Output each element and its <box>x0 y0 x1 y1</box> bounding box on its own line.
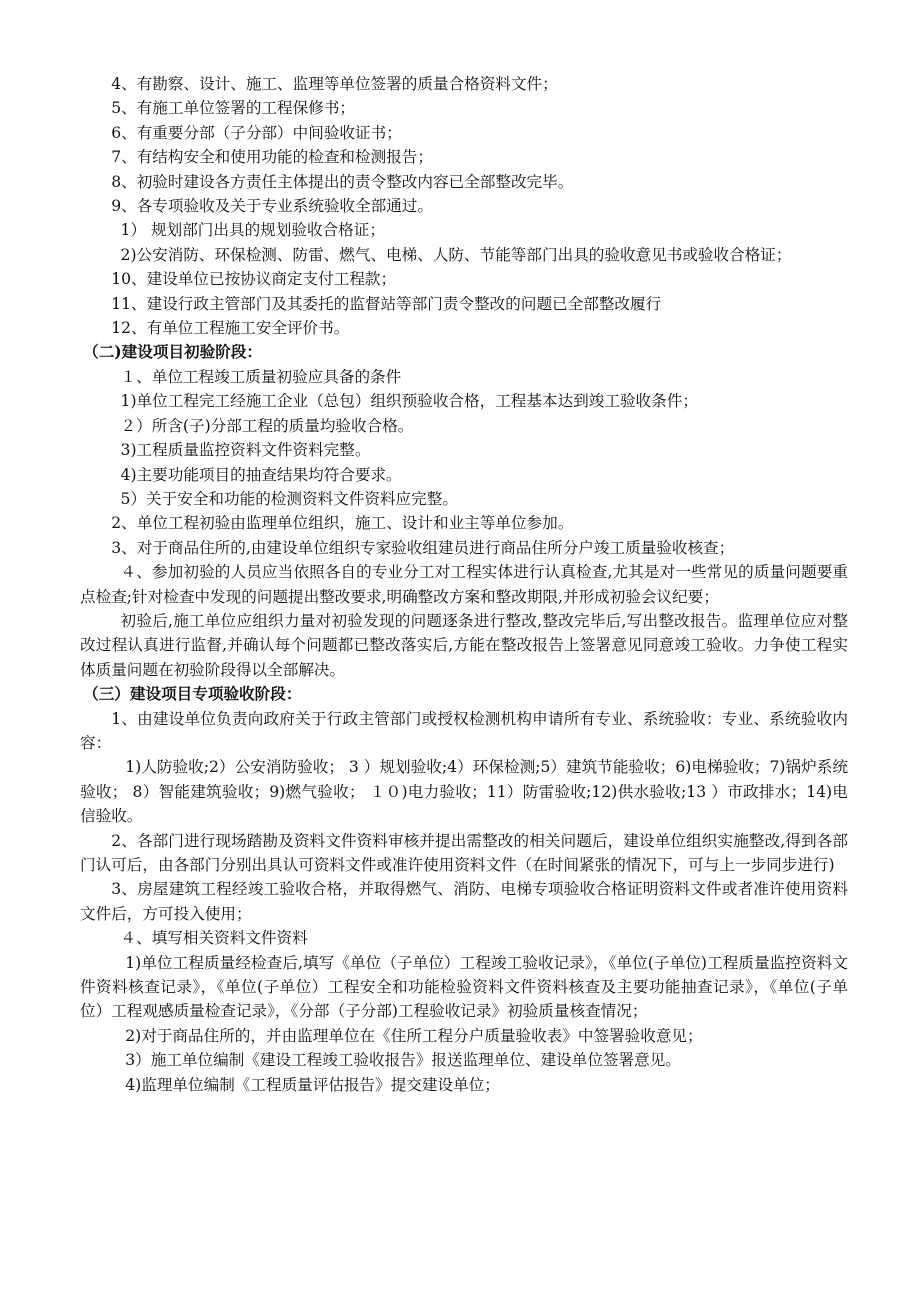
paragraph: 1、由建设单位负责向政府关于行政主管部门或授权检测机构申请所有专业、系统验收：专业、系统验收内容： <box>80 709 848 752</box>
paragraph: 8、初验时建设各方责任主体提出的责令整改内容已全部整改完毕。 <box>111 172 574 191</box>
paragraph: ２）所含(子)分部工程的质量均验收合格。 <box>120 416 414 435</box>
paragraph: ４、参加初验的人员应当依照各自的专业分工对工程实体进行认真检查,尤其是对一些常见的质量问题要重点检查;针对检查中发现的问题提出整改要求,明确整改方案和整改期限,并形成初验会议纪要； <box>80 563 848 606</box>
paragraph: 7、有结构安全和使用功能的检查和检测报告； <box>111 148 433 167</box>
paragraph: 5、有施工单位签署的工程保修书； <box>111 99 356 118</box>
paragraph: 4)监理单位编制《工程质量评估报告》提交建设单位； <box>125 1075 500 1094</box>
paragraph: 1)人防验收;2）公安消防验收； 3 ）规划验收;4）环保检测;5）建筑节能验收；6)电梯验收；7)锅炉系统验收； 8）智能建筑验收；9)燃气验收； １０)电力验收；11）防雷验收;12)供水验收;13 ）市政排水；14)电信验收。 <box>80 758 848 826</box>
paragraph: 11、建设行政主管部门及其委托的监督站等部门责令整改的问题已全部整改履行 <box>111 294 662 313</box>
paragraph: 2)对于商品住所的，并由监理单位在《住所工程分户质量验收表》中签署验收意见； <box>125 1026 703 1045</box>
paragraph: 2、单位工程初验由监理单位组织，施工、设计和业主等单位参加。 <box>111 514 574 533</box>
paragraph: 3、对于商品住所的,由建设单位组织专家验收组建员进行商品住所分户竣工质量验收核查； <box>111 538 735 557</box>
paragraph: 2)公安消防、环保检测、防雷、燃气、电梯、人防、节能等部门出具的验收意见书或验收合格证； <box>120 245 792 264</box>
paragraph: 9、各专项验收及关于专业系统验收全部通过。 <box>111 197 433 216</box>
paragraph: 4、有勘察、设计、施工、监理等单位签署的质量合格资料文件； <box>111 75 558 93</box>
section-heading: （二)建设项目初验阶段： <box>83 342 263 362</box>
paragraph: 5）关于安全和功能的检测资料文件资料应完整。 <box>120 489 458 508</box>
section-heading: （三）建设项目专项验收阶段： <box>83 684 302 704</box>
paragraph: 3)工程质量监控资料文件资料完整。 <box>120 441 371 460</box>
paragraph: ４、填写相关资料文件资料 <box>120 929 308 948</box>
paragraph: 6、有重要分部（子分部）中间验收证书； <box>111 123 402 142</box>
paragraph: 1)单位工程质量经检查后,填写《单位（子单位）工程竣工验收记录》，《单位(子单位)工程质量监控资料文件资料核查记录》，《单位(子单位）工程安全和功能检验资料文件资料核查及主要功能抽查记录》，《单位(子单位）工程观感质量检查记录》，《分部（子分部)工程验收记录》初验质量核查情况； <box>80 953 848 1021</box>
paragraph: 12、有单位工程施工安全评价书。 <box>111 319 350 338</box>
paragraph: 10、建设单位已按协议商定支付工程款； <box>111 270 397 289</box>
paragraph: 1） 规划部门出具的规划验收合格证； <box>120 221 385 240</box>
document-body <box>80 72 848 1097</box>
paragraph: 3、房屋建筑工程经竣工验收合格，并取得燃气、消防、电梯专项验收合格证明资料文件或者准许使用资料文件后，方可投入使用； <box>80 880 848 923</box>
paragraph: 2、各部门进行现场踏勘及资料文件资料审核并提出需整改的相关问题后，建设单位组织实施整改,得到各部门认可后，由各部门分别出具认可资料文件或准许使用资料文件（在时间紧张的情况下，可与上一步同步进行) <box>80 831 848 874</box>
paragraph: 初验后,施工单位应组织力量对初验发现的问题逐条进行整改,整改完毕后,写出整改报告。监理单位应对整改过程认真进行监督,并确认每个问题都已整改落实后,方能在整改报告上签署意见同意竣工验收。力争使工程实体质量问题在初验阶段得以全部解决。 <box>80 611 848 679</box>
paragraph: 1)单位工程完工经施工企业（总包）组织预验收合格，工程基本达到竣工验收条件； <box>120 392 698 411</box>
paragraph: 3）施工单位编制《建设工程竣工验收报告》报送监理单位、建设单位签署意见。 <box>125 1051 681 1070</box>
paragraph: １、单位工程竣工质量初验应具备的条件 <box>120 367 402 386</box>
paragraph: 4)主要功能项目的抽查结果均符合要求。 <box>120 465 402 484</box>
